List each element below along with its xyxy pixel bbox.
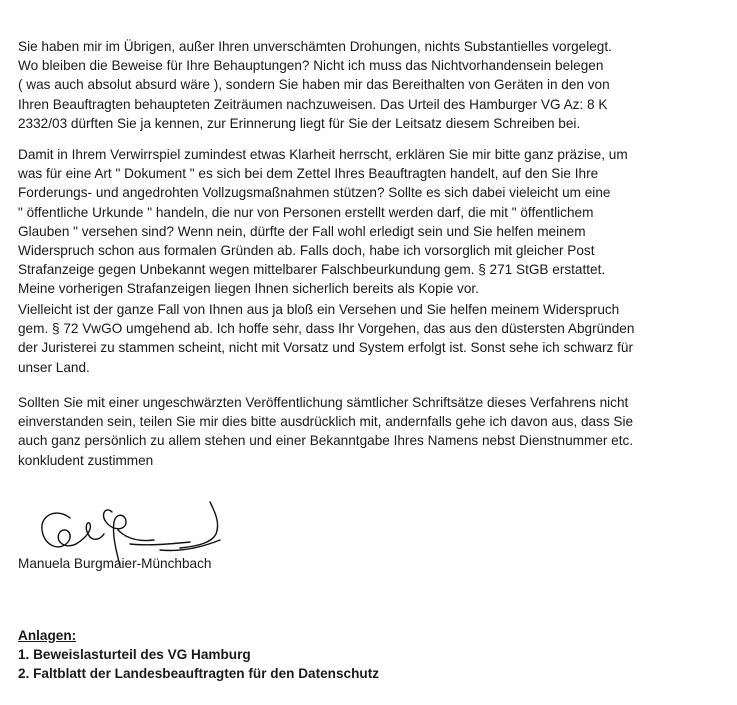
- text-line: " öffentliche Urkunde " handeln, die nur von Personen erstellt werden darf, die mit " öffentlichem: [18, 204, 594, 220]
- text-line: Ihren Beauftragten behaupteten Zeiträumen nachzuweisen. Das Urteil des Hamburger VG Az: 8 K: [18, 96, 608, 112]
- paragraph-publication: [18, 393, 723, 470]
- paragraph-mistake: [18, 300, 723, 377]
- attachments-heading: Anlagen:: [18, 628, 77, 643]
- attachment-item: 2. Faltblatt der Landesbeauftragten für den Datenschutz: [18, 666, 380, 681]
- paragraph-document-question: [18, 145, 723, 299]
- text-line: auch ganz persönlich zu allem stehen und einer Bekanntgabe Ihres Namens nebst Dienstnummer etc.: [18, 433, 634, 449]
- text-line: konkludent zustimmen: [18, 452, 154, 468]
- text-line: einverstanden sein, teilen Sie mir dies bitte ausdrücklich mit, andernfalls gehe ich davon aus, dass Sie: [18, 414, 634, 430]
- text-line: Sollten Sie mit einer ungeschwärzten Veröffentlichung sämtlicher Schriftsätze dieses Verfahrens nicht: [18, 395, 629, 410]
- attachment-item: 1. Beweislasturteil des VG Hamburg: [18, 647, 251, 662]
- text-line: Strafanzeige gegen Unbekannt wegen mittelbarer Falschbeurkundung gem. § 271 StGB erstattet.: [18, 262, 606, 278]
- text-line: was für eine Art " Dokument " es sich bei dem Zettel Ihres Beauftragten handelt, auf den Sie Ihre: [18, 166, 599, 182]
- text-line: unser Land.: [18, 359, 90, 375]
- text-line: Glauben " versehen sind? Wenn nein, dürfte der Fall wohl erledigt sein und Sie helfen meinem: [18, 223, 586, 239]
- text-line: Vielleicht ist der ganze Fall von Ihnen aus ja bloß ein Versehen und Sie helfen meinem Widerspruch: [18, 302, 620, 317]
- paragraph-evidence: [18, 37, 723, 133]
- text-line: 2332/03 dürften Sie ja kennen, zur Erinnerung liegt für Sie der Leitsatz diesem Schreiben bei.: [18, 115, 581, 131]
- text-line: Wo bleiben die Beweise für Ihre Behauptungen? Nicht ich muss das Nichtvorhandensein belegen: [18, 58, 604, 74]
- text-line: der Juristerei zu stammen scheint, nicht mit Vorsatz und System erfolgt ist. Sonst sehe ich schwarz für: [18, 340, 633, 356]
- text-line: gem. § 72 VwGO umgehend ab. Ich hoffe sehr, dass Ihr Vorgehen, das aus den düstersten Abgründen: [18, 321, 635, 337]
- attachments-list: [18, 626, 379, 683]
- text-line: Forderungs- und angedrohten Vollzugsmaßnahmen stützen? Sollte es sich dabei vieleicht um eine: [18, 185, 611, 201]
- text-line: Damit in Ihrem Verwirrspiel zumindest etwas Klarheit herrscht, erklären Sie mir bitte ganz präzise, um: [18, 147, 628, 162]
- text-line: Widerspruch schon aus formalen Gründen ab. Falls doch, habe ich vorsorglich mit gleicher Post: [18, 243, 595, 259]
- signer-name: Manuela Burgmaier-Münchbach: [18, 556, 212, 571]
- text-line: ( was auch absolut absurd wäre ), sondern Sie haben mir das Bereithalten von Geräten in den von: [18, 77, 610, 93]
- text-line: Sie haben mir im Übrigen, außer Ihren unverschämten Drohungen, nichts Substantielles vorgelegt.: [18, 39, 612, 54]
- text-line: Meine vorherigen Strafanzeigen liegen Ihnen sicherlich bereits als Kopie vor.: [18, 281, 479, 297]
